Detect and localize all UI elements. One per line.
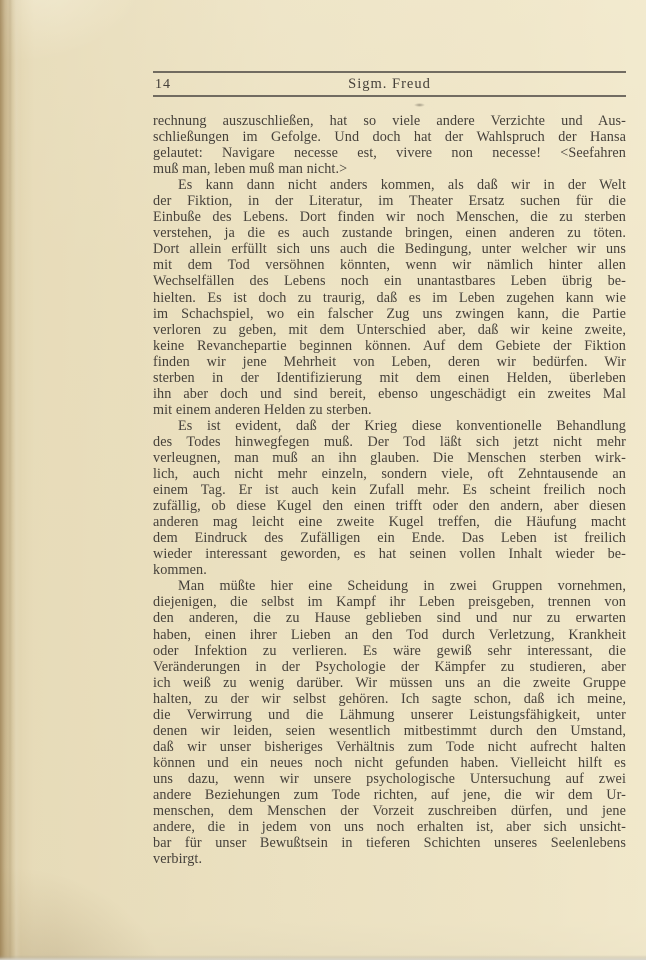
text-line: Es kann dann nicht anders kommen, als daß wir in der Welt: [178, 177, 626, 194]
page-number: 14: [155, 77, 171, 92]
text-line: andere, die in jedem von uns noch erhalten ist, aber sich unsicht-: [153, 819, 626, 836]
header-row: [153, 73, 626, 95]
text-line: diejenigen, die selbst im Kampf ihr Leben preisgeben, trennen von: [153, 594, 626, 611]
text-line: hielten. Es ist doch zu traurig, daß es im Leben zugehen kann wie: [153, 289, 626, 306]
body-text: [153, 113, 626, 867]
text-line: verloren zu geben, mit dem Unterschied aber, daß wir keine zweite,: [153, 321, 626, 338]
text-line: daß wir unser bisheriges Verhältnis zum Tode nicht aufrecht halten: [153, 738, 626, 755]
text-line: andere Beziehungen zum Tode richten, auf jene, die wir dem Ur-: [153, 786, 626, 803]
text-line: kommen.: [153, 562, 207, 579]
text-line: Es ist evident, daß der Krieg diese konventionelle Behandlung: [178, 417, 626, 434]
text-line: schließungen im Gefolge. Und doch hat der Wahlspruch der Hansa: [153, 129, 626, 146]
page-gutter-shadow: [0, 0, 60, 960]
text-line: Veränderungen in der Psychologie der Kämpfer zu studieren, aber: [153, 658, 626, 675]
text-line: können und ein neues noch nicht gefunden haben. Vielleicht hilft es: [153, 754, 626, 771]
text-line: verleugnen, man muß an ihn glauben. Die Menschen sterben wirk-: [153, 449, 626, 466]
text-line: menschen, dem Menschen der Vorzeit zuschreiben dürfen, und jene: [153, 803, 626, 820]
text-line: im Schachspiel, wo ein falscher Zug uns zwingen kann, die Partie: [153, 305, 626, 322]
text-line: uns dazu, wenn wir unsere psychologische Untersuchung auf zwei: [153, 770, 626, 787]
text-line: rechnung auszuschließen, hat so viele andere Verzichte und Aus-: [153, 113, 626, 129]
text-line: sterben in der Identifizierung mit dem einen Helden, überleben: [153, 369, 626, 386]
ink-smudge: [414, 103, 425, 107]
text-line: zufällig, ob diese Kugel den einen trifft oder den andern, aber diesen: [153, 498, 626, 515]
text-line: mit dem Tod versöhnen könnten, wenn wir nämlich hinter allen: [153, 257, 626, 274]
text-line: der Fiktion, in der Literatur, im Theater Ersatz suchen für die: [153, 193, 626, 210]
text-line: verbirgt.: [153, 851, 203, 868]
text-line: Dort allein erfüllt sich uns auch die Bedingung, unter welcher wir uns: [153, 241, 626, 258]
text-line: bar für unser Bewußtsein in tieferen Schichten unseres Seelenlebens: [153, 835, 626, 852]
text-line: verstehen, ja die es auch zustande bringen, einen anderen zu töten.: [153, 225, 626, 242]
text-line: haben, einen ihrer Lieben an den Tod durch Verletzung, Krankheit: [153, 626, 626, 643]
text-line: Wechselfällen des Lebens noch ein unantastbares Leben übrig be-: [153, 273, 626, 290]
text-line: Man müßte hier eine Scheidung in zwei Gruppen vornehmen,: [178, 578, 626, 595]
text-line: denen wir leiden, seien wesentlich mitbestimmt durch den Umstand,: [153, 722, 626, 739]
text-line: den anderen, die zu Hause geblieben sind und nur zu erwarten: [153, 610, 626, 627]
text-line: finden wir jene Mehrheit von Leben, deren wir bedürfen. Wir: [153, 353, 626, 370]
text-line: wieder interessant geworden, es hat seinen vollen Inhalt wieder be-: [153, 546, 626, 563]
text-line: des Todes hinwegfegen muß. Der Tod läßt sich jetzt nicht mehr: [153, 433, 626, 450]
text-line: muß man, leben muß man nicht.>: [153, 161, 348, 178]
text-line: oder Infektion zu verlieren. Es wäre gewiß sehr interessant, die: [153, 642, 626, 659]
text-line: gelautet: Navigare necesse est, vivere non necesse! <Seefahren: [153, 145, 626, 162]
text-line: keine Revanchepartie beginnen können. Auf dem Gebiete der Fiktion: [153, 337, 626, 354]
text-line: halten, zu der wir selbst gehören. Ich sagte schon, daß ich meine,: [153, 690, 626, 707]
running-head: Sigm. Freud: [348, 76, 431, 92]
text-line: dem Eindruck des Zufälligen ein Ende. Das Leben ist freilich: [153, 530, 626, 547]
text-line: ich weiß zu wenig darüber. Wir müssen uns an die zweite Gruppe: [153, 674, 626, 691]
text-line: einem Tag. Er ist auch kein Zufall mehr. Es scheint freilich noch: [153, 482, 626, 499]
text-line: die Verwirrung und die Lähmung unserer Leistungsfähigkeit, unter: [153, 706, 626, 723]
text-line: ihn aber doch und sind bereit, ebenso ungeschädigt ein zweites Mal: [153, 385, 626, 402]
text-line: mit einem anderen Helden zu sterben.: [153, 401, 372, 418]
text-line: Einbuße des Lebens. Dort finden wir noch Menschen, die zu sterben: [153, 209, 626, 226]
page-header: [153, 71, 626, 97]
text-line: anderen mag leicht eine zweite Kugel treffen, die Häufung macht: [153, 514, 626, 531]
text-line: lich, auch nicht mehr einzeln, sondern viele, oft Zehntausende an: [153, 466, 626, 483]
header-rule-bottom: [153, 95, 626, 97]
scan-bottom-edge: [0, 955, 646, 960]
